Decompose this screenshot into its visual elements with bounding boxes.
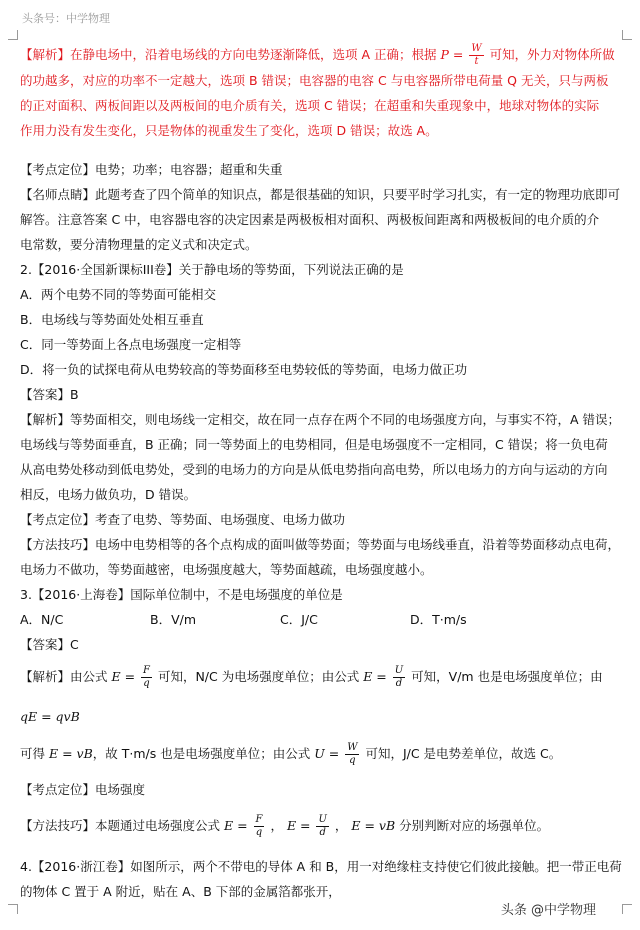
analysis-text: 可得: [20, 746, 49, 761]
formula-fraction: [393, 665, 405, 690]
fraction-numerator: W: [471, 43, 482, 54]
formula-inline: E = vB: [351, 818, 396, 833]
fraction-denominator: q: [255, 827, 263, 838]
fraction-numerator: W: [347, 742, 358, 753]
kaodian-1: 【考点定位】电势；功率；电容器；超重和失重: [20, 162, 283, 177]
analysis-text: 在静电场中，沿着电场线的方向电势逐渐降低，选项 A 正确；根据: [70, 47, 441, 62]
fraction-denominator: d: [395, 678, 403, 689]
question-3-options: [20, 607, 622, 632]
header-source: 头条号：中学物理: [22, 12, 110, 25]
formula-eq: =: [324, 746, 344, 761]
fraction-numerator: F: [255, 814, 263, 825]
question-3-stem: 3.【2016·上海卷】国际单位制中，不是电场强度的单位是: [20, 587, 343, 602]
watermark: 头条 @中学物理: [500, 903, 596, 918]
fraction-denominator: q: [143, 678, 150, 689]
question-2-analysis-line: 相反，电场力做负功，D 错误。: [20, 487, 197, 502]
analysis-1: [20, 42, 622, 143]
formula-fraction: [316, 814, 328, 839]
fraction-denominator: t: [474, 56, 479, 67]
question-3-option-d: D．T·m/s: [410, 612, 467, 627]
question-3-analysis-line: [20, 741, 622, 767]
formula-inline: E = vB: [48, 746, 93, 761]
question-2-analysis-line: 从高电势处移动到低电势处，受到的电场力的方向是从低电势指向高电势，所以电场力的方向与运动的方向: [20, 462, 608, 477]
fraction-denominator: d: [319, 827, 326, 838]
formula-eq: =: [233, 818, 252, 833]
analysis-text: 可知，V/m 也是电场强度单位；由: [407, 669, 603, 684]
question-4-stem: 4.【2016·浙江卷】如图所示，两个不带电的导体 A 和 B，用一对绝缘柱支持使它们彼此接触。把一带正电荷: [20, 859, 622, 874]
analysis-text: 分别判断对应的场强单位。: [395, 818, 550, 833]
fraction-numerator: U: [394, 665, 404, 676]
formula-symbol: E: [286, 818, 297, 833]
fraction-numerator: F: [143, 665, 150, 676]
question-3-option-c: C．J/C: [280, 612, 318, 627]
formula-fraction: [141, 665, 152, 690]
formula-fraction: [254, 814, 265, 839]
formula-symbol: E: [223, 818, 234, 833]
analysis-text: 【方法技巧】本题通过电场强度公式: [20, 818, 224, 833]
page-corner-mark: [8, 30, 18, 40]
question-2-analysis-line: 电场线与等势面垂直，B 正确；同一等势面上的电势相同，但是电场强度不一定相同，C 错误；将一负电荷: [20, 437, 608, 452]
question-2-fangfa-line: 【方法技巧】电场中电势相等的各个点构成的面叫做等势面；等势面与电场线垂直，沿着等势面移动点电荷，: [20, 537, 621, 552]
formula-symbol: E: [363, 669, 373, 684]
formula-eq: =: [296, 818, 315, 833]
question-3-option-a: A．N/C: [20, 612, 64, 627]
analysis-text: ，故 T·m/s 也是电场强度单位；由公式: [92, 746, 315, 761]
formula-inline: qE = qvB: [20, 709, 80, 724]
document-body: [20, 40, 622, 904]
question-2-answer: 【答案】B: [20, 387, 79, 402]
question-2-option-c: C．同一等势面上各点电场强度一定相等: [20, 337, 242, 352]
fraction-denominator: q: [349, 755, 356, 766]
question-3-fangfa: [20, 806, 622, 846]
analysis-text: 【解析】由公式: [20, 669, 112, 684]
mingshi-line: 解答。注意答案 C 中，电容器电容的决定因素是两极板相对面积、两极板间距离和两极板间的电介质的介: [20, 212, 600, 227]
analysis-1-line: 作用力没有发生变化，只是物体的视重发生了变化，选项 D 错误；故选 A。: [20, 123, 438, 138]
question-3-analysis-line: [20, 657, 622, 737]
mingshi-line: 电常数，要分清物理量的定义式和决定式。: [20, 237, 258, 252]
page-corner-mark: [622, 904, 632, 914]
question-2-analysis-line: 【解析】等势面相交，则电场线一定相交，故在同一点存在两个不同的电场强度方向，与事实不符，A 错误；: [20, 412, 621, 427]
formula-fraction: [469, 43, 483, 68]
analysis-tag: 【解析】: [20, 47, 71, 62]
question-2-fangfa-line: 电场力不做功，等势面越密，电场强度越大，等势面越疏，电场强度越小。: [20, 562, 433, 577]
analysis-text: 可知，N/C 为电场强度单位；由公式: [153, 669, 364, 684]
analysis-1-line: [20, 42, 622, 68]
formula-fraction: [345, 742, 359, 767]
question-2-kaodian: 【考点定位】考查了电势、等势面、电场强度、电场力做功: [20, 512, 346, 527]
page-corner-mark: [8, 904, 18, 914]
page-corner-mark: [622, 30, 632, 40]
separator: ，: [266, 818, 287, 833]
question-3-kaodian: 【考点定位】电场强度: [20, 782, 146, 797]
question-2-option-d: D．将一负的试探电荷从电势较高的等势面移至电势较低的等势面，电场力做正功: [20, 362, 468, 377]
question-3-option-b: B．V/m: [150, 612, 197, 627]
separator: ，: [330, 818, 352, 833]
formula-symbol: U: [314, 746, 325, 761]
fraction-numerator: U: [318, 814, 327, 825]
question-4-stem: 的物体 C 置于 A 附近，贴在 A、B 下部的金属箔都张开，: [20, 884, 341, 899]
analysis-1-line: 的功越多，对应的功率不一定越大，选项 B 错误；电容器的电容 C 与电容器所带电荷量 Q 无关，只与两板: [20, 73, 609, 88]
formula-eq: =: [448, 47, 468, 62]
analysis-1-line: 的正对面积、两板间距以及两板间的电介质有关，选项 C 错误；在超重和失重现象中，地球对物体的实际: [20, 98, 600, 113]
formula-symbol: P: [440, 47, 449, 62]
question-3-answer: 【答案】C: [20, 637, 79, 652]
formula-eq: =: [372, 669, 391, 684]
analysis-text: 可知，J/C 是电势差单位，故选 C。: [361, 746, 562, 761]
analysis-text: 可知，外力对物体所做: [485, 47, 615, 62]
question-2-option-b: B．电场线与等势面处处相互垂直: [20, 312, 204, 327]
formula-symbol: E: [111, 669, 121, 684]
formula-eq: =: [120, 669, 140, 684]
mingshi-line: 【名师点睛】此题考查了四个简单的知识点，都是很基础的知识，只要平时学习扎实，有一定的物理功底即可: [20, 187, 621, 202]
question-2-stem: 2.【2016·全国新课标III卷】关于静电场的等势面，下列说法正确的是: [20, 262, 404, 277]
question-2-option-a: A．两个电势不同的等势面可能相交: [20, 287, 217, 302]
